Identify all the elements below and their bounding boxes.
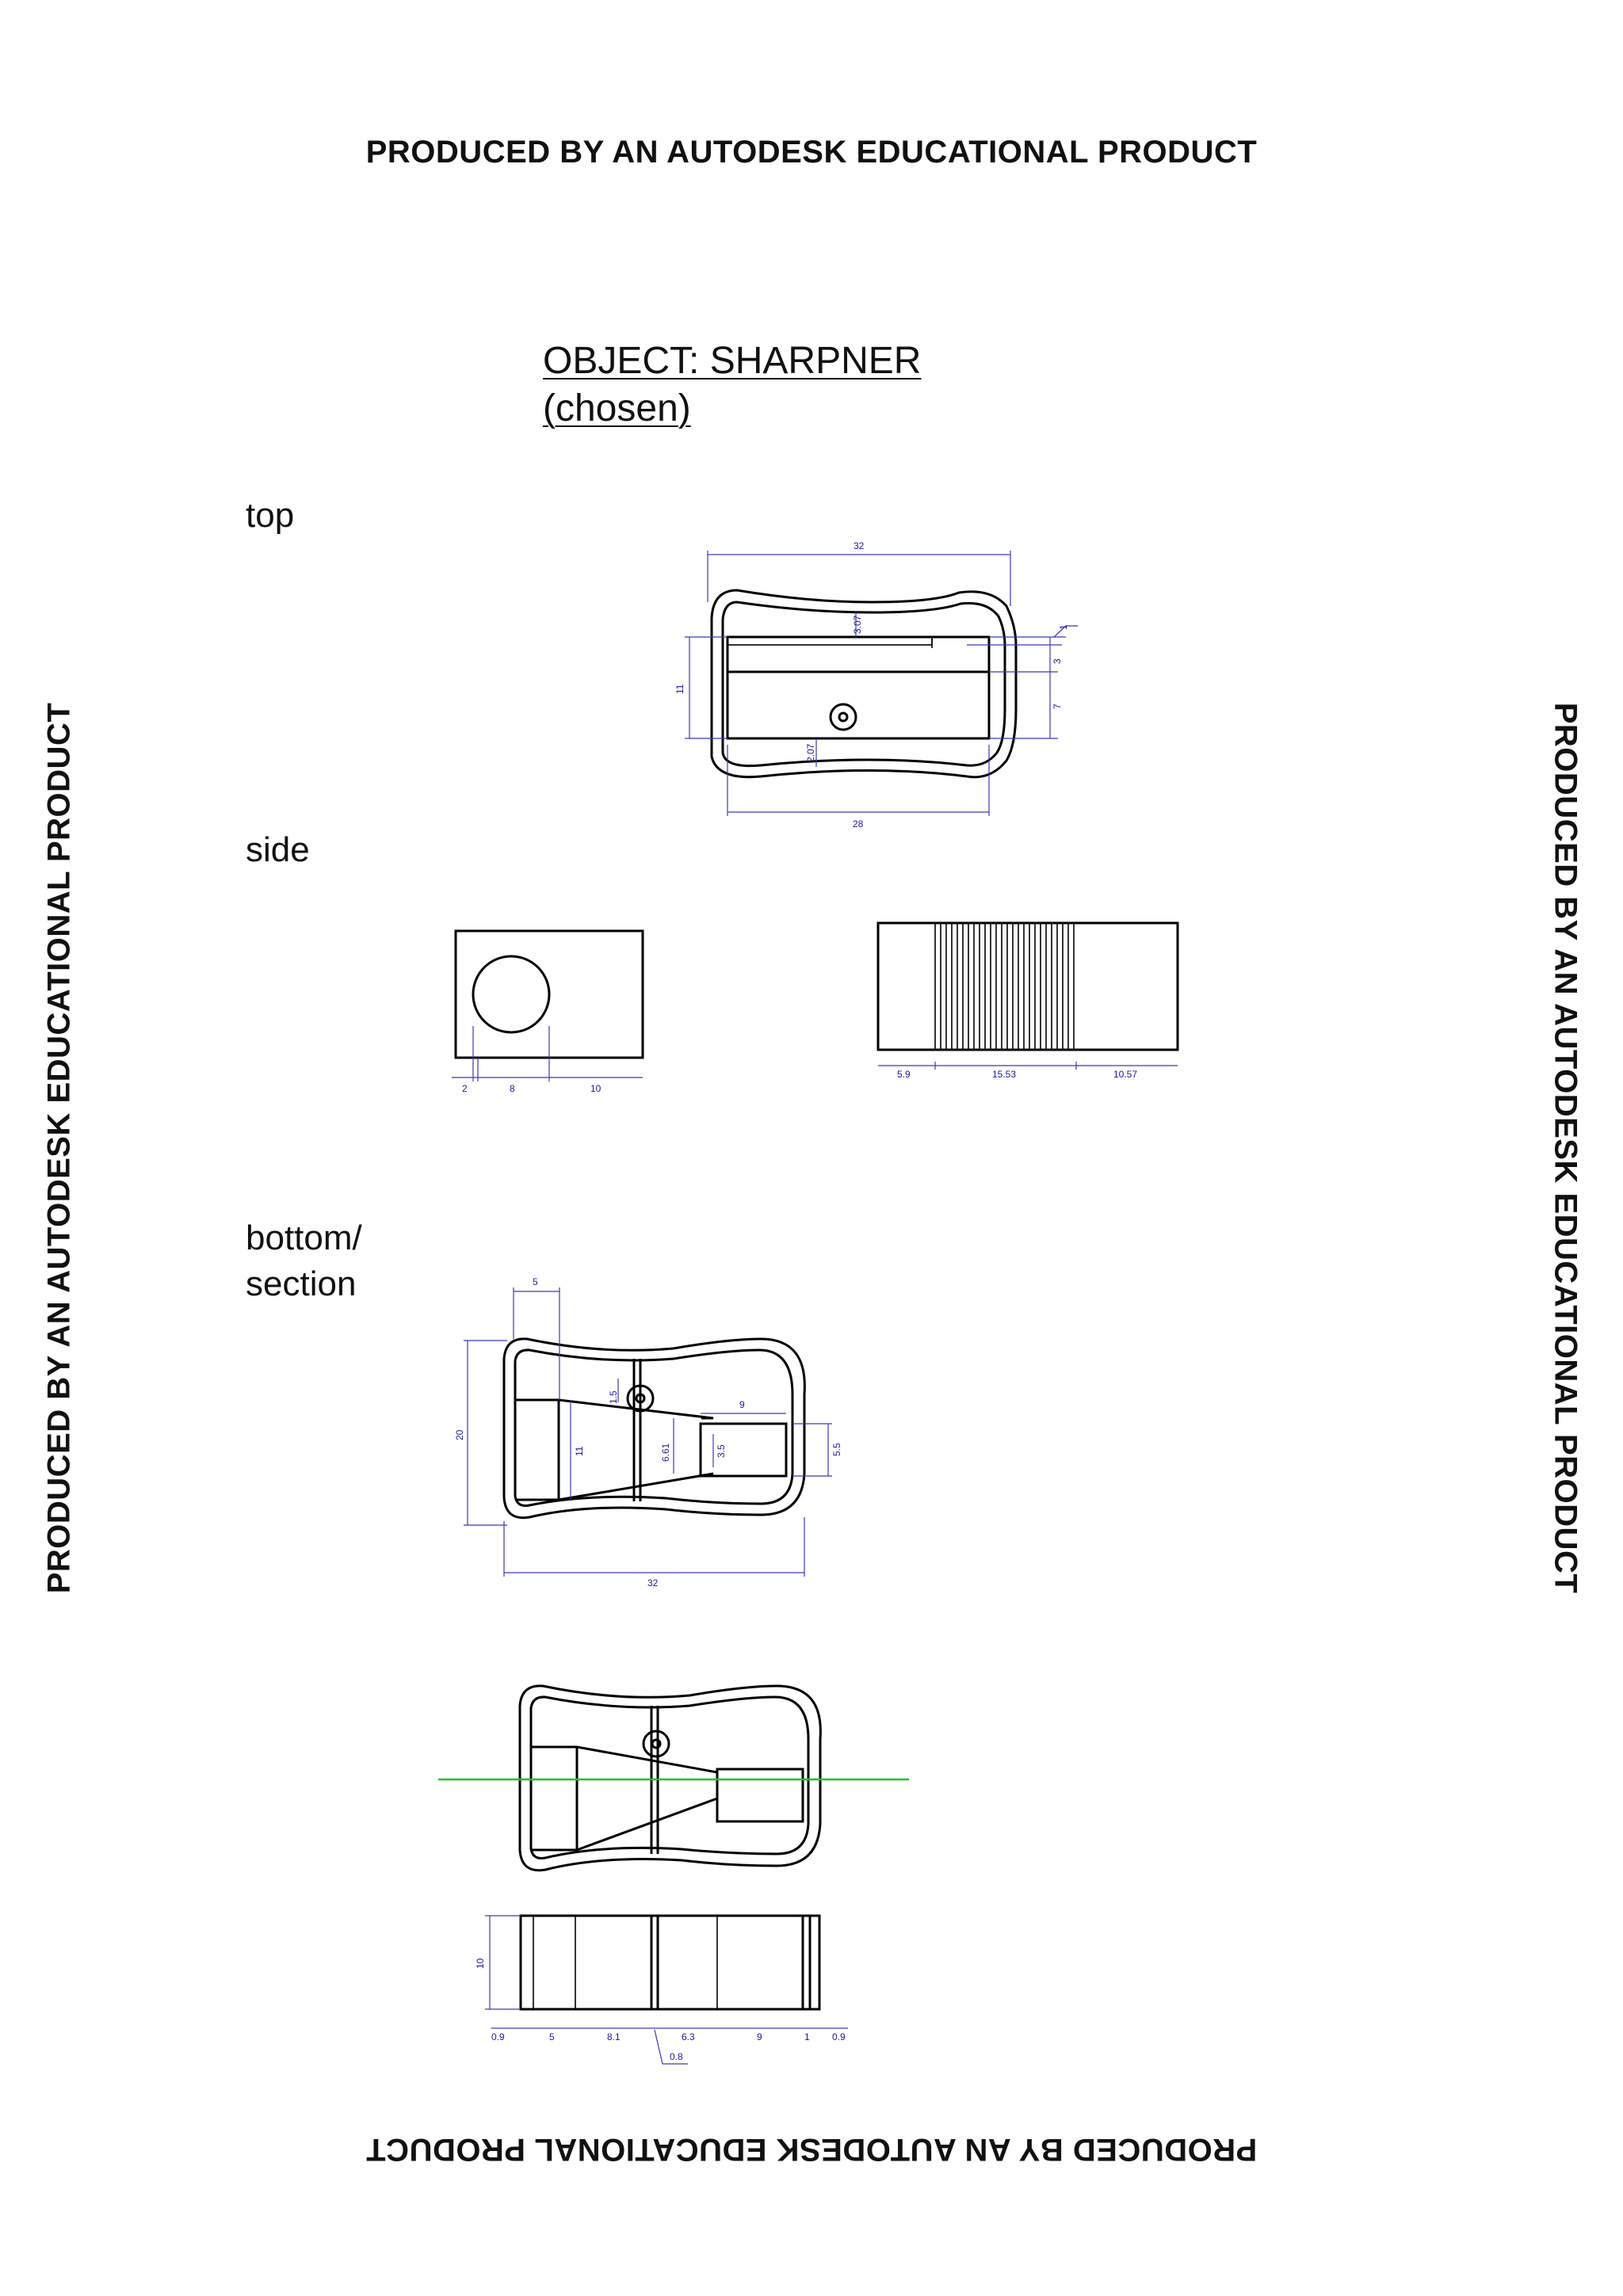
dim-text-bottom-32: 32	[647, 1577, 659, 1589]
dim-text-bottom-35: 3.5	[716, 1444, 727, 1458]
dim-text-top-1: 1	[1058, 624, 1069, 630]
dim-text-section-81: 8.1	[607, 2031, 621, 2042]
section-slot	[717, 1769, 803, 1821]
dim-text-side-10: 10	[590, 1083, 601, 1094]
bottom-view-outer-body	[504, 1339, 804, 1518]
dim-text-bottom-55: 5.5	[831, 1443, 842, 1456]
dim-text-section-5: 5	[549, 2031, 555, 2042]
drawing-title: OBJECT: SHARPNER	[543, 340, 922, 382]
dim-text-top-3: 3	[1052, 658, 1063, 664]
dim-text-top-32: 32	[854, 540, 865, 551]
section-body	[521, 1916, 819, 2009]
side-view-end	[452, 931, 643, 1094]
section-screw-outer	[643, 1731, 669, 1756]
dim-text-bottom-15: 1.5	[608, 1390, 619, 1404]
view-label-bottom-line1: bottom/	[246, 1219, 362, 1257]
dim-text-section-1: 1	[804, 2031, 810, 2042]
dim-text-side-1057: 10.57	[1113, 1069, 1138, 1080]
side-long-body	[878, 923, 1178, 1050]
top-view-outer-body	[712, 590, 1016, 777]
view-label-bottom-line2: section	[246, 1264, 357, 1303]
bottom-view	[454, 1276, 842, 1589]
section-plan-view	[438, 1686, 909, 1871]
dim-text-side-8: 8	[510, 1083, 515, 1094]
top-view	[674, 540, 1078, 830]
bottom-view-inner-body	[515, 1350, 792, 1506]
dim-text-section-10: 10	[475, 1958, 486, 1969]
dim-text-bottom-9: 9	[739, 1399, 745, 1410]
top-view-inner-body	[723, 602, 1005, 766]
dim-text-top-11: 11	[674, 684, 685, 694]
dim-text-side-1553: 15.53	[992, 1069, 1017, 1080]
dim-text-bottom-5: 5	[533, 1276, 538, 1287]
section-plan-inner-body	[531, 1697, 808, 1859]
side-view-long	[878, 923, 1178, 1080]
drawing-subtitle: (chosen)	[543, 387, 691, 429]
top-view-blade-block	[727, 637, 989, 738]
dim-text-top-28: 28	[853, 818, 864, 830]
dim-text-section-63: 6.3	[682, 2031, 695, 2042]
watermark-bottom: PRODUCED BY AN AUTODESK EDUCATIONAL PRODUCT	[365, 2132, 1258, 2167]
top-view-screw-inner	[839, 713, 847, 721]
view-label-top: top	[246, 496, 295, 535]
dim-text-side-59: 5.9	[897, 1069, 911, 1080]
view-label-side: side	[246, 830, 310, 869]
dim-text-bottom-11: 11	[574, 1446, 585, 1456]
dim-text-section-9: 9	[757, 2031, 762, 2042]
side-long-ribs	[935, 923, 1074, 1050]
section-view	[475, 1916, 848, 2064]
side-end-hole	[473, 956, 549, 1032]
dim-text-bottom-661: 6.61	[660, 1443, 671, 1462]
dim-text-section-09a: 0.9	[491, 2031, 505, 2042]
dim-text-top-207: 2.07	[805, 743, 816, 762]
dim-text-top-307: 3.07	[852, 615, 863, 634]
dim-text-section-09b: 0.9	[832, 2031, 846, 2042]
section-screw-inner	[652, 1740, 660, 1748]
dim-text-top-7: 7	[1052, 704, 1063, 709]
watermark-right: PRODUCED BY AN AUTODESK EDUCATIONAL PRODUCT	[1548, 702, 1583, 1594]
top-view-screw-outer	[831, 704, 856, 730]
dim-text-section-08: 0.8	[670, 2051, 683, 2062]
section-cone-top	[531, 1747, 717, 1772]
watermark-left: PRODUCED BY AN AUTODESK EDUCATIONAL PRODUCT	[41, 702, 77, 1594]
watermark-top: PRODUCED BY AN AUTODESK EDUCATIONAL PRODUCT	[365, 135, 1258, 170]
section-plan-outer-body	[520, 1686, 820, 1871]
dim-text-side-2: 2	[462, 1083, 468, 1094]
dim-text-bottom-20: 20	[454, 1429, 465, 1440]
section-cone-bottom	[531, 1798, 717, 1850]
